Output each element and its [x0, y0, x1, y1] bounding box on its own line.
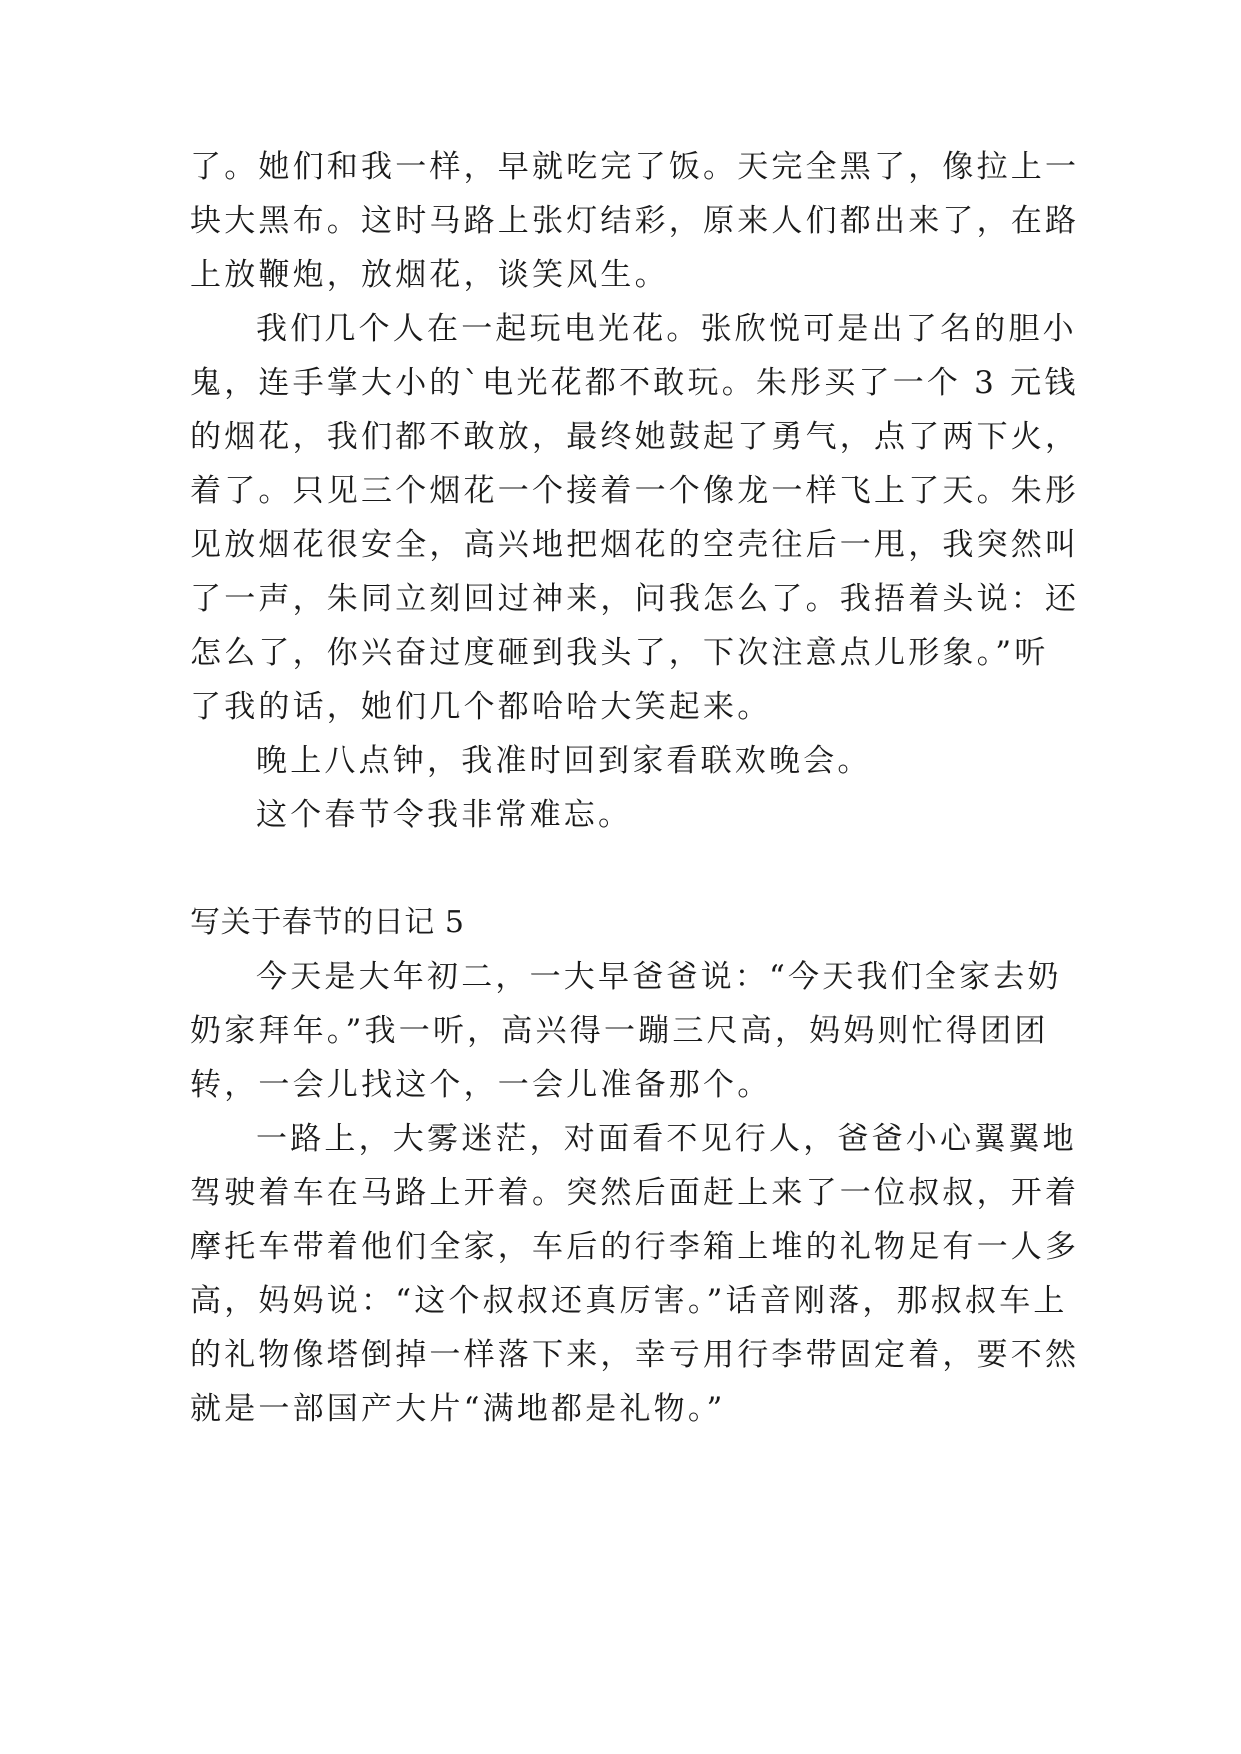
paragraph-line: 了我的话，她们几个都哈哈大笑起来。 — [190, 689, 772, 725]
paragraph-line: 转，一会儿找这个，一会儿准备那个。 — [190, 1067, 772, 1103]
paragraph-line: 鬼，连手掌大小的`电光花都不敢玩。朱彤买了一个 3 元钱 — [190, 365, 1079, 401]
paragraph-line: 一路上，大雾迷茫，对面看不见行人，爸爸小心翼翼地 — [256, 1121, 1077, 1157]
paragraph-line: 怎么了，你兴奋过度砸到我头了，下次注意点儿形象。”听 — [190, 635, 1049, 671]
paragraph-line: 了。她们和我一样，早就吃完了饭。天完全黑了，像拉上一 — [190, 149, 1080, 185]
paragraph-line: 摩托车带着他们全家，车后的行李箱上堆的礼物足有一人多 — [190, 1229, 1080, 1265]
paragraph-line: 高，妈妈说：“这个叔叔还真厉害。”话音刚落，那叔叔车上 — [190, 1283, 1068, 1319]
paragraph-line: 今天是大年初二，一大早爸爸说：“今天我们全家去奶 — [256, 959, 1062, 995]
paragraph-line: 着了。只见三个烟花一个接着一个像龙一样飞上了天。朱彤 — [190, 473, 1080, 509]
paragraph-line: 这个春节令我非常难忘。 — [256, 797, 633, 833]
paragraph-line: 就是一部国产大片“满地都是礼物。” — [190, 1391, 726, 1427]
document-body — [190, 0, 1080, 1754]
paragraph-line: 块大黑布。这时马路上张灯结彩，原来人们都出来了，在路 — [190, 203, 1080, 239]
paragraph-line: 我们几个人在一起玩电光花。张欣悦可是出了名的胆小 — [256, 311, 1077, 347]
paragraph-line: 了一声，朱同立刻回过神来，问我怎么了。我捂着头说：还 — [190, 581, 1080, 617]
paragraph-line: 见放烟花很安全，高兴地把烟花的空壳往后一甩，我突然叫 — [190, 527, 1080, 563]
section-heading: 写关于春节的日记 5 — [190, 905, 465, 940]
paragraph-line: 驾驶着车在马路上开着。突然后面赶上来了一位叔叔，开着 — [190, 1175, 1080, 1211]
paragraph-line: 的烟花，我们都不敢放，最终她鼓起了勇气，点了两下火， — [190, 419, 1080, 455]
paragraph-line: 的礼物像塔倒掉一样落下来，幸亏用行李带固定着，要不然 — [190, 1337, 1080, 1373]
paragraph-line: 奶家拜年。”我一听，高兴得一蹦三尺高，妈妈则忙得团团 — [190, 1013, 1049, 1049]
paragraph-line: 上放鞭炮，放烟花，谈笑风生。 — [190, 257, 669, 293]
paragraph-line: 晚上八点钟，我准时回到家看联欢晚会。 — [256, 743, 872, 779]
